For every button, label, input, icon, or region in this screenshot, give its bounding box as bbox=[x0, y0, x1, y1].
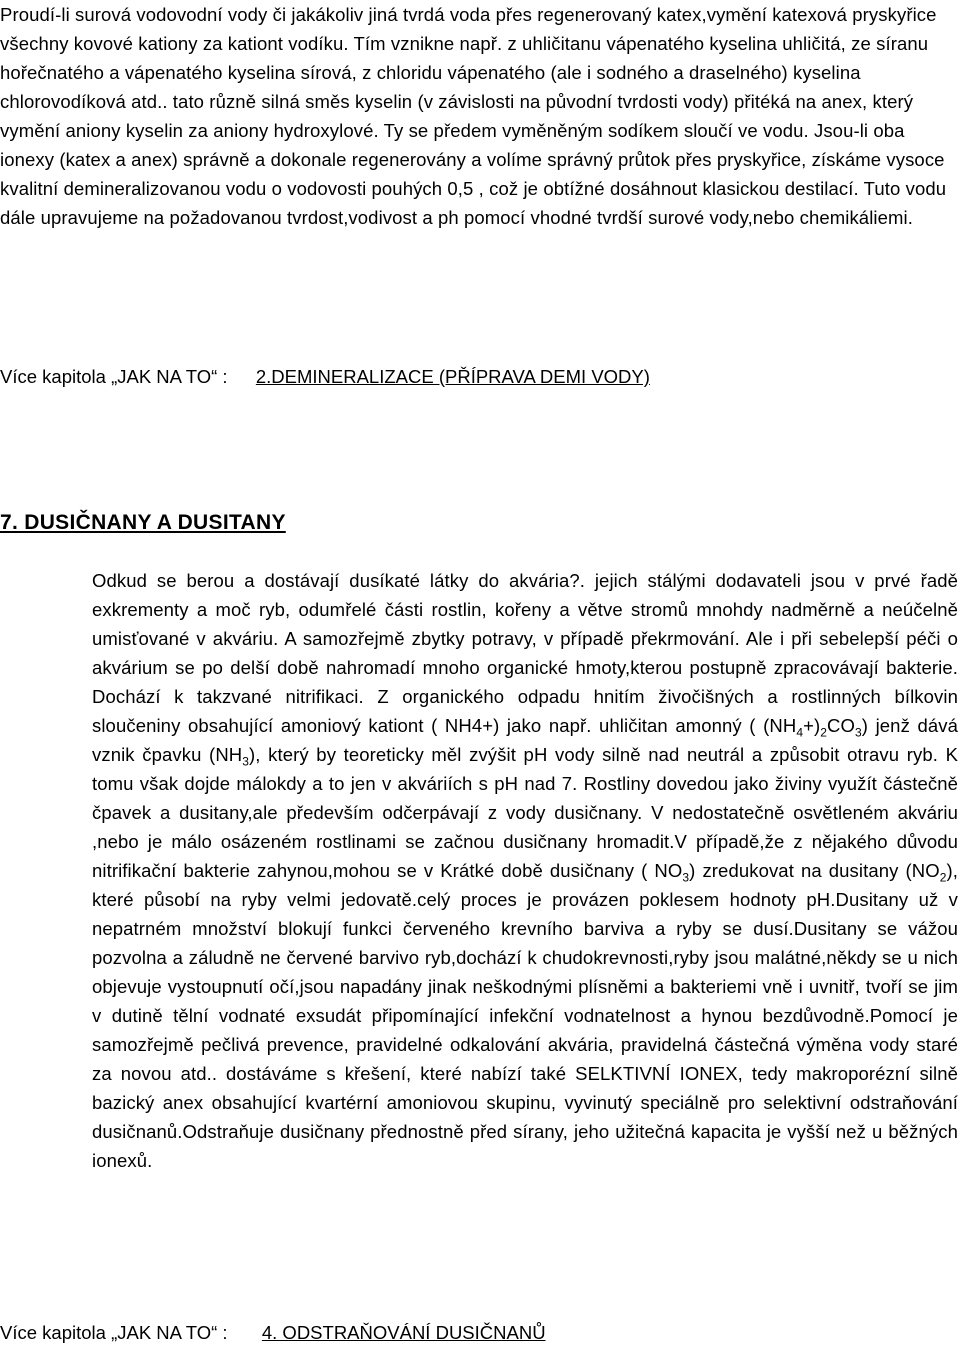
subscript-3a: 3 bbox=[855, 725, 862, 740]
body-text-7: ), které působí na ryby velmi jedovatě.celý proces je provázen poklesem hodnoty pH.Dusitany už v nepatrném množství blokují funkci červeného krevního barviva a ryby se dusí.Dusitany se vážou pozvolna a záludně ne červené barvivo ryb,dochází k chudokrevnosti,ryby jsou malátné,někdy se u nich objevuje vystoupnutí očí,jsou napadány jinak neškodnými plísněmi a bakteriemi vně i uvnitř, tvoří se jim v dutině tělní vodnaté exsudát připomínající infekční vodnatelnost a hynou bezdůvodně.Pomocí je samozřejmě pečlivá prevence, pravidelné odkalování akvária, pravidelná částečná výměna vody staré za novou atd.. dostáváme s křešení, které nabízí také SELKTIVNÍ IONEX, tedy makroporézní silně bazický anex obsahující kvartérní amoniovou skupinu, vyvinutý speciálně pro selektivní odstraňování dusičnanů.Odstraňuje dusičnany přednostně před sírany, jeho užitečná kapacita je vyšší než u běžných ionexů. bbox=[92, 860, 958, 1171]
body-text-1: Odkud se berou a dostávají dusíkaté látky do akvária?. jejich stálými dodavateli jsou v prvé řadě exkrementy a moč ryb, odumřelé části rostlin, kořeny a větve stromů mnohdy nadměrně a neúčelně umisťované v akváriu. A samozřejmě zbytky potravy, v případě překrmování. Ale i při sebelepší péči o akvárium se po delší době nahromadí mnoho organické hmoty,kterou postupně zpracovávají bakterie. Dochází k takzvané nitrifikaci. Z organického odpadu hnitím živočišných a rostlinných bílkovin sloučeniny obsahující amoniový kationt ( NH4+) jako např. uhličitan amonný ( (NH bbox=[92, 570, 958, 736]
subscript-3c: 3 bbox=[682, 870, 690, 885]
chapter-reference-odstranovani[interactable] bbox=[0, 1321, 546, 1345]
body-text-5: ), který by teoreticky měl zvýšit pH vody silně nad neutrál a způsobit otravu ryb. K tomu však dojde málokdy a to jen v akváriích s pH nad 7. Rostliny dovedou jako živiny využít částečně čpavek a dusitany,ale především odčerpávají z vody dusičnany. V nedostatečně osvětleném akváriu ,nebo je málo osázeném rostlinami se začnou dusičnany hromadit.V případě,že z nějakého důvodu nitrifikační bakterie zahynou,mohou se v Krátké době dusičnany ( NO bbox=[92, 744, 959, 881]
intro-paragraph: Proudí-li surová vodovodní vody či jakákoliv jiná tvrdá voda přes regenerovaný katex,vymění katexová pryskyřice všechny kovové kationy za kationt vodíku. Tím vznikne např. z uhličitanu vápenatého kyselina uhličitá, ze síranu hořečnatého a vápenatého kyselina sírová, z chloridu vápenatého (ale i sodného a draselného) kyselina chlorovodíková atd.. tato různě silná směs kyselin (v závislosti na původní tvrdosti vody) přitéká na anex, který vymění aniony kyselin za aniony hydroxylové. Ty se předem vyměněným sodíkem sloučí ve vodu. Jsou-li oba ionexy (katex a anex) správně a dokonale regenerovány a volíme správný průtok přes pryskyřice, získáme vysoce kvalitní demineralizovanou vodu o vodovosti pouhých 0,5 , což je obtížné dosáhnout klasickou destilací. Tuto vodu dále upravujeme na požadovanou tvrdost,vodivost a ph pomocí vhodné tvrdší surové vody,nebo chemikáliemi. bbox=[0, 4, 947, 228]
section-body-paragraph bbox=[92, 566, 958, 1175]
body-text-4: ) jenž dává vznik čpavku (NH bbox=[92, 715, 958, 765]
subscript-4: 4 bbox=[796, 725, 804, 740]
body-text-3: CO bbox=[827, 715, 855, 736]
subscript-2a: 2 bbox=[820, 725, 828, 740]
chapter-reference-title-link[interactable]: 2.DEMINERALIZACE (PŘÍPRAVA DEMI VODY) bbox=[255, 366, 650, 387]
chapter-reference-prefix: Více kapitola „JAK NA TO“ : bbox=[0, 366, 228, 387]
section-heading: 7. DUSIČNANY A DUSITANY bbox=[0, 511, 286, 534]
body-text-2: +) bbox=[803, 715, 821, 736]
chapter-reference-prefix: Více kapitola „JAK NA TO“ : bbox=[0, 1322, 228, 1343]
body-text-6: ) zredukovat na dusitany (NO bbox=[689, 860, 940, 881]
chapter-reference-demineralizace[interactable] bbox=[0, 365, 650, 389]
chapter-reference-title-link[interactable]: 4. ODSTRAŇOVÁNÍ DUSIČNANŮ bbox=[261, 1322, 546, 1343]
subscript-3b: 3 bbox=[242, 754, 250, 769]
subscript-2b: 2 bbox=[939, 870, 947, 885]
